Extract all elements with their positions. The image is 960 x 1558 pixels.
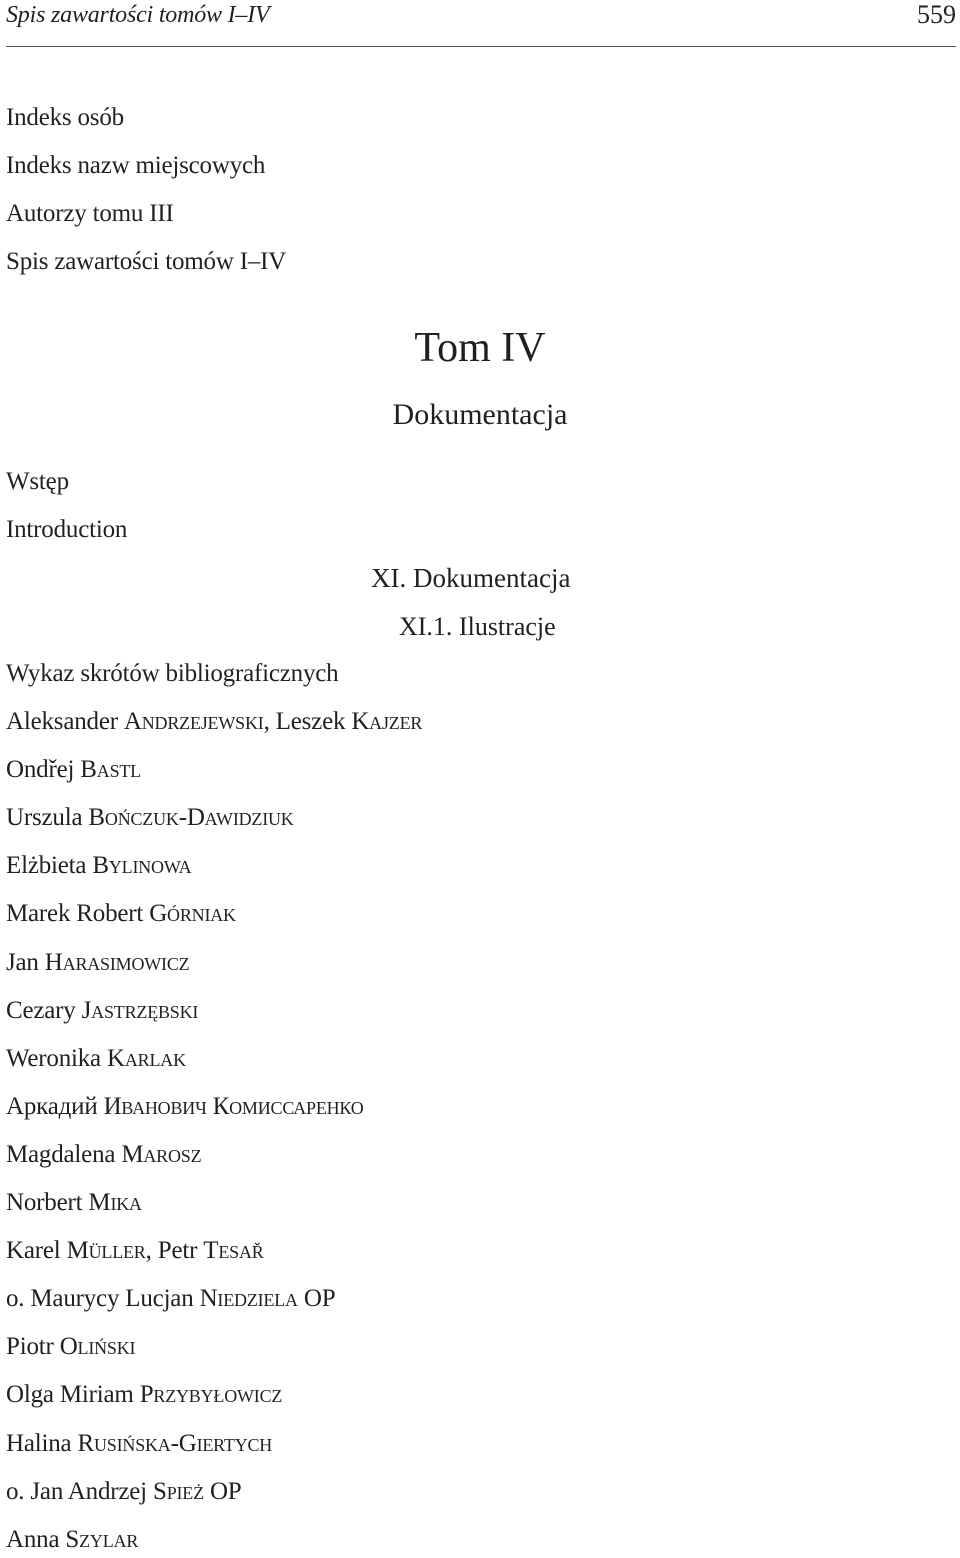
toc-entry: Indeks osób — [6, 104, 124, 131]
author-last-name: Andrzejewski — [123, 708, 264, 735]
author-first-name: o. Jan Andrzej — [6, 1477, 147, 1505]
author-last-name: Karlak — [107, 1044, 186, 1072]
author-entry — [6, 1045, 186, 1073]
author-last-name: Przybyłowicz — [139, 1381, 283, 1409]
author-entry — [6, 1141, 201, 1169]
author-last-name: Spież — [152, 1477, 204, 1505]
toc-entry: Wstęp — [6, 468, 69, 495]
author-last-name: Marosz — [121, 1140, 202, 1168]
author-last-name: Niedziela — [199, 1285, 298, 1313]
author-entry — [6, 997, 198, 1025]
author-first-name: Anna — [6, 1525, 60, 1553]
running-header-title: Spis zawartości tomów I–IV — [6, 2, 270, 28]
author-entry — [6, 852, 191, 880]
author-last-name: Müller — [66, 1237, 146, 1265]
author-first-name: Marek Robert — [6, 900, 144, 928]
author-last-name: Иванович Комиссаренко — [103, 1092, 364, 1120]
author-first-name: Ondřej — [6, 756, 75, 784]
author-first-name: Аркадий — [6, 1092, 98, 1120]
author-first-name: Piotr — [6, 1333, 54, 1361]
author-first-name: Weronika — [6, 1044, 101, 1072]
author-entry — [6, 1237, 264, 1265]
author-entry — [6, 1093, 364, 1121]
toc-entry: Wykaz skrótów bibliograficznych — [6, 660, 339, 687]
author-entry — [6, 949, 189, 977]
author-first-name: Halina — [6, 1429, 72, 1457]
author-entry — [6, 708, 422, 736]
author-first-name: Cezary — [6, 996, 76, 1024]
author-entry — [6, 1189, 142, 1217]
volume-subtitle: Dokumentacja — [392, 398, 568, 431]
running-header — [6, 0, 956, 47]
author-suffix: OP — [203, 1477, 242, 1505]
author-separator: , — [263, 708, 276, 735]
author-last-name: Bończuk-Dawidziuk — [88, 804, 294, 832]
author-last-name: Górniak — [149, 900, 236, 928]
author-last-name: Oliński — [59, 1333, 136, 1361]
author-entry — [6, 1526, 138, 1554]
toc-entry: Spis zawartości tomów I–IV — [6, 248, 287, 275]
author-first-name: Petr — [157, 1237, 198, 1265]
author-first-name: Leszek — [275, 708, 346, 735]
author-entry — [6, 1478, 242, 1506]
author-last-name: Kajzer — [351, 708, 423, 735]
author-last-name: Szylar — [65, 1525, 139, 1553]
toc-entry: Autorzy tomu III — [6, 200, 174, 227]
author-last-name: Jastrzębski — [81, 996, 199, 1024]
author-entry — [6, 1285, 335, 1313]
section-title: XI. Dokumentacja — [371, 563, 571, 593]
author-entry — [6, 900, 236, 928]
author-last-name: Mika — [88, 1189, 142, 1216]
author-first-name: Urszula — [6, 804, 83, 832]
author-last-name: Bastl — [80, 756, 141, 784]
author-last-name: Rusińska-Giertych — [77, 1429, 273, 1457]
author-first-name: Olga Miriam — [6, 1381, 134, 1409]
author-last-name: Tesař — [203, 1237, 264, 1265]
toc-entry: Indeks nazw miejscowych — [6, 152, 266, 179]
author-entry — [6, 804, 294, 832]
author-suffix: OP — [297, 1285, 336, 1313]
page-number: 559 — [917, 0, 956, 29]
volume-title: Tom IV — [414, 325, 546, 371]
author-first-name: Aleksander — [6, 708, 118, 735]
author-first-name: o. Maurycy Lucjan — [6, 1285, 194, 1313]
author-first-name: Jan — [6, 948, 39, 976]
author-entry — [6, 1333, 135, 1361]
author-entry — [6, 1430, 272, 1458]
author-entry — [6, 756, 141, 784]
author-first-name: Elżbieta — [6, 852, 87, 880]
author-first-name: Magdalena — [6, 1140, 116, 1168]
author-last-name: Bylinowa — [92, 852, 192, 880]
author-entry — [6, 1381, 282, 1409]
section-subtitle: XI.1. Ilustracje — [399, 612, 556, 641]
author-first-name: Norbert — [6, 1189, 83, 1216]
toc-entry: Introduction — [6, 516, 128, 543]
author-separator: , — [145, 1237, 158, 1265]
author-first-name: Karel — [6, 1237, 61, 1265]
author-last-name: Harasimowicz — [44, 948, 190, 976]
